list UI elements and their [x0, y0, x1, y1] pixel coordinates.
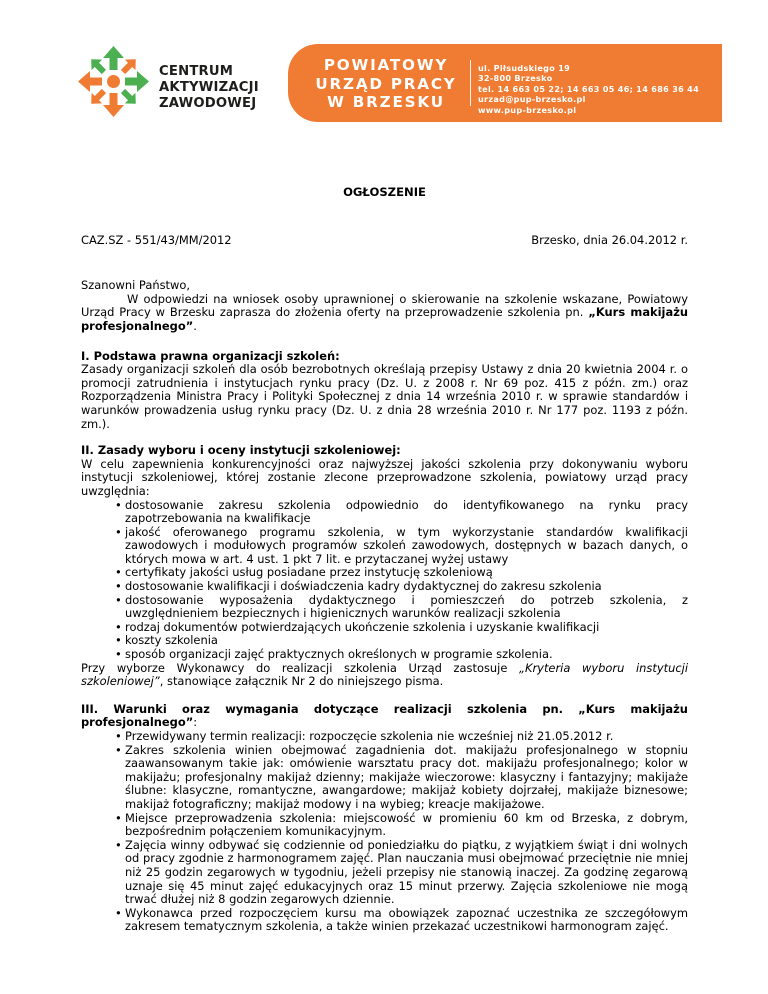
list-item: • jakość oferowanego programu szkolenia, w tym wykorzystanie standardów kwalifikacji zawodowych i modułowych programów szkoleń zawodowych, dostępnych w bazach danych, o których mowa w art. 4 ust. 1 pkt 7 lit. e przytaczanej wyżej ustawy [81, 526, 688, 567]
title-word: wymagania [225, 701, 299, 716]
greeting: Szanowni Państwo, [81, 278, 191, 293]
list-item: • dostosowanie zakresu szkolenia odpowiednio do identyfikowanego na rynku pracy zapotrzebowania na kwalifikacje [81, 499, 688, 526]
contact-email: urzad@pup-brzesko.pl [478, 94, 586, 105]
logo-line: CENTRUM [159, 64, 234, 79]
title-word: dotyczące [313, 701, 379, 716]
title-word: szkolenia [466, 701, 528, 716]
caz-logo-text [159, 64, 259, 112]
list-item: • rodzaj dokumentów potwierdzających ukończenie szkolenia i uzyskanie kwalifikacji [81, 621, 688, 635]
criteria-document-name: „Kryteria wyboru instytucji szkoleniowej” [81, 660, 688, 689]
title-word: oraz [182, 701, 210, 716]
criteria-list [81, 499, 688, 662]
office-name-line: POWIATOWY [323, 56, 449, 74]
document-body [81, 186, 688, 934]
title-word: „Kurs [578, 701, 616, 716]
caz-logo [76, 44, 151, 119]
section-closing [81, 662, 688, 689]
section-selection-criteria [81, 444, 688, 689]
section-title: II. Zasady wyboru i oceny instytucji szkoleniowej: [81, 443, 401, 458]
intro-paragraph [81, 293, 688, 334]
section-text: Zasady organizacji szkoleń dla osób bezrobotnych określają przepisy Ustawy z dnia 20 kwietnia 2004 r. o promocji zatrudnienia i instytucjach rynku pracy (Dz. U. z 2008 r. Nr 69 poz. 415 z późn. zm.) oraz Rozporządzenia Ministra Pracy i Polityki Społecznej z dnia 14 września 2010 r. w sprawie standardów i warunków prowadzenia usług rynku pracy (Dz. U. z dnia 28 września 2010 r. Nr 177 poz. 1193 z późn. zm.). [81, 362, 688, 431]
list-item: • Miejsce przeprowadzenia szkolenia: miejscowość w promieniu 60 km od Brzeska, z dobrym, bezpośrednim połączeniem komunikacyjnym. [81, 812, 688, 839]
title-word: pn. [542, 701, 564, 716]
closing-end: , stanowiące załącznik Nr 2 do niniejszego pisma. [159, 674, 444, 689]
section-course-requirements [81, 703, 688, 934]
document-date: Brzesko, dnia 26.04.2012 r. [531, 232, 688, 247]
list-item: • dostosowanie wyposażenia dydaktycznego i pomieszczeń do potrzeb szkolenia, z uwzględnieniem bezpiecznych i higienicznych warunków realizacji szkolenia [81, 594, 688, 621]
list-item: • Wykonawca przed rozpoczęciem kursu ma obowiązek zapoznać uczestnika ze szczegółowym zakresem tematycznym szkolenia, a także winien przekazać uczestnikowi harmonogram zajęć. [81, 907, 688, 934]
office-banner [288, 44, 722, 122]
list-item: • koszty szkolenia [81, 634, 688, 648]
document-heading: OGŁOSZENIE [343, 185, 426, 199]
list-item: • dostosowanie kwalifikacji i doświadczenia kadry dydaktycznej do zakresu szkolenia [81, 580, 688, 594]
section-title: I. Podstawa prawna organizacji szkoleń: [81, 348, 340, 363]
list-item: • Zajęcia winny odbywać się codziennie od poniedziałku do piątku, z wyjątkiem świąt i dni wolnych od pracy zgodnie z harmonogramem zajęć. Plan nauczania musi obejmować przeciętnie nie mniej niż 25 godzin zegarowych w tygodniu, jeżeli przepisy nie stanowią inaczej. Za godzinę zegarową uznaje się 45 minut zajęć edukacyjnych oraz 15 minut przerwy. Zajęcia szkoleniowe nie mogą trwać dłużej niż 8 godzin zegarowych dziennie. [81, 839, 688, 907]
list-item: • Przewidywany termin realizacji: rozpoczęcie szkolenia nie wcześniej niż 21.05.2012 r. [81, 730, 688, 744]
title-word: III. [81, 701, 99, 716]
office-name [306, 56, 466, 112]
office-name-line: URZĄD PRACY [315, 74, 457, 93]
title-word: profesjonalnego” [81, 715, 194, 730]
logo-line: ZAWODOWEJ [159, 96, 257, 111]
list-item: • certyfikaty jakości usług posiadane przez instytucję szkoleniową [81, 566, 688, 580]
contact-postcode: 32-800 Brzesko [478, 73, 553, 84]
title-word: Warunki [113, 701, 167, 716]
section-title [81, 703, 688, 717]
section-title-line2 [81, 716, 688, 730]
reference-number: CAZ.SZ - 551/43/MM/2012 [81, 232, 232, 247]
banner-divider [470, 60, 471, 106]
title-word: makijażu [630, 701, 688, 716]
title-word: realizacji [393, 701, 452, 716]
office-name-line: W BRZESKU [327, 93, 445, 111]
intro-end: . [193, 318, 197, 333]
section-lead: W celu zapewnienia konkurencyjności oraz najwyższej jakości szkolenia przy dokonywaniu wyboru instytucji szkoleniowej, której zostanie zlecone przeprowadzone szkolenia, powiatowy urząd pracy uwzględnia: [81, 456, 688, 498]
course-name: „Kurs makijażu profesjonalnego” [81, 305, 689, 333]
office-contact [478, 63, 699, 115]
section-legal-basis [81, 350, 688, 432]
contact-website: www.pup-brzesko.pl [478, 104, 577, 115]
reference-line [81, 234, 688, 248]
arrows-logo-icon [76, 44, 151, 119]
list-item: • sposób organizacji zajęć praktycznych określonych w programie szkolenia. [81, 648, 688, 662]
list-item: • Zakres szkolenia winien obejmować zagadnienia dot. makijażu profesjonalnego w stopniu zaawansowanym takie jak: omówienie warsztatu pracy dot. makijażu profesjonalnego; kolor w makijażu; profesjonalny makijaż dzienny; makijaże wieczorowe: klasyczny i fantazyjny; makijaże ślubne: klasyczne, romantyczne, awangardowe; makijaż kobiety dojrzałej, makijaże biznesowe; makijaż fotograficzny; makijaż modowy i na wybieg; kreacje makijażowe. [81, 744, 688, 812]
title-colon: : [193, 715, 198, 730]
closing-text: Przy wyborze Wykonawcy do realizacji szkolenia Urząd zastosuje [81, 660, 520, 675]
intro-text: W odpowiedzi na wniosek osoby uprawnionej o skierowanie na szkolenie wskazane, Powiatowy Urząd Pracy w Brzesku zaprasza do złożenia oferty na przeprowadzenie szkolenia pn. [81, 291, 688, 320]
contact-phone: tel. 14 663 05 22; 14 663 05 46; 14 686 36 44 [478, 83, 700, 94]
requirements-list [81, 730, 688, 934]
logo-line: AKTYWIZACJI [159, 80, 259, 95]
contact-address: ul. Piłsudskiego 19 [478, 63, 571, 73]
